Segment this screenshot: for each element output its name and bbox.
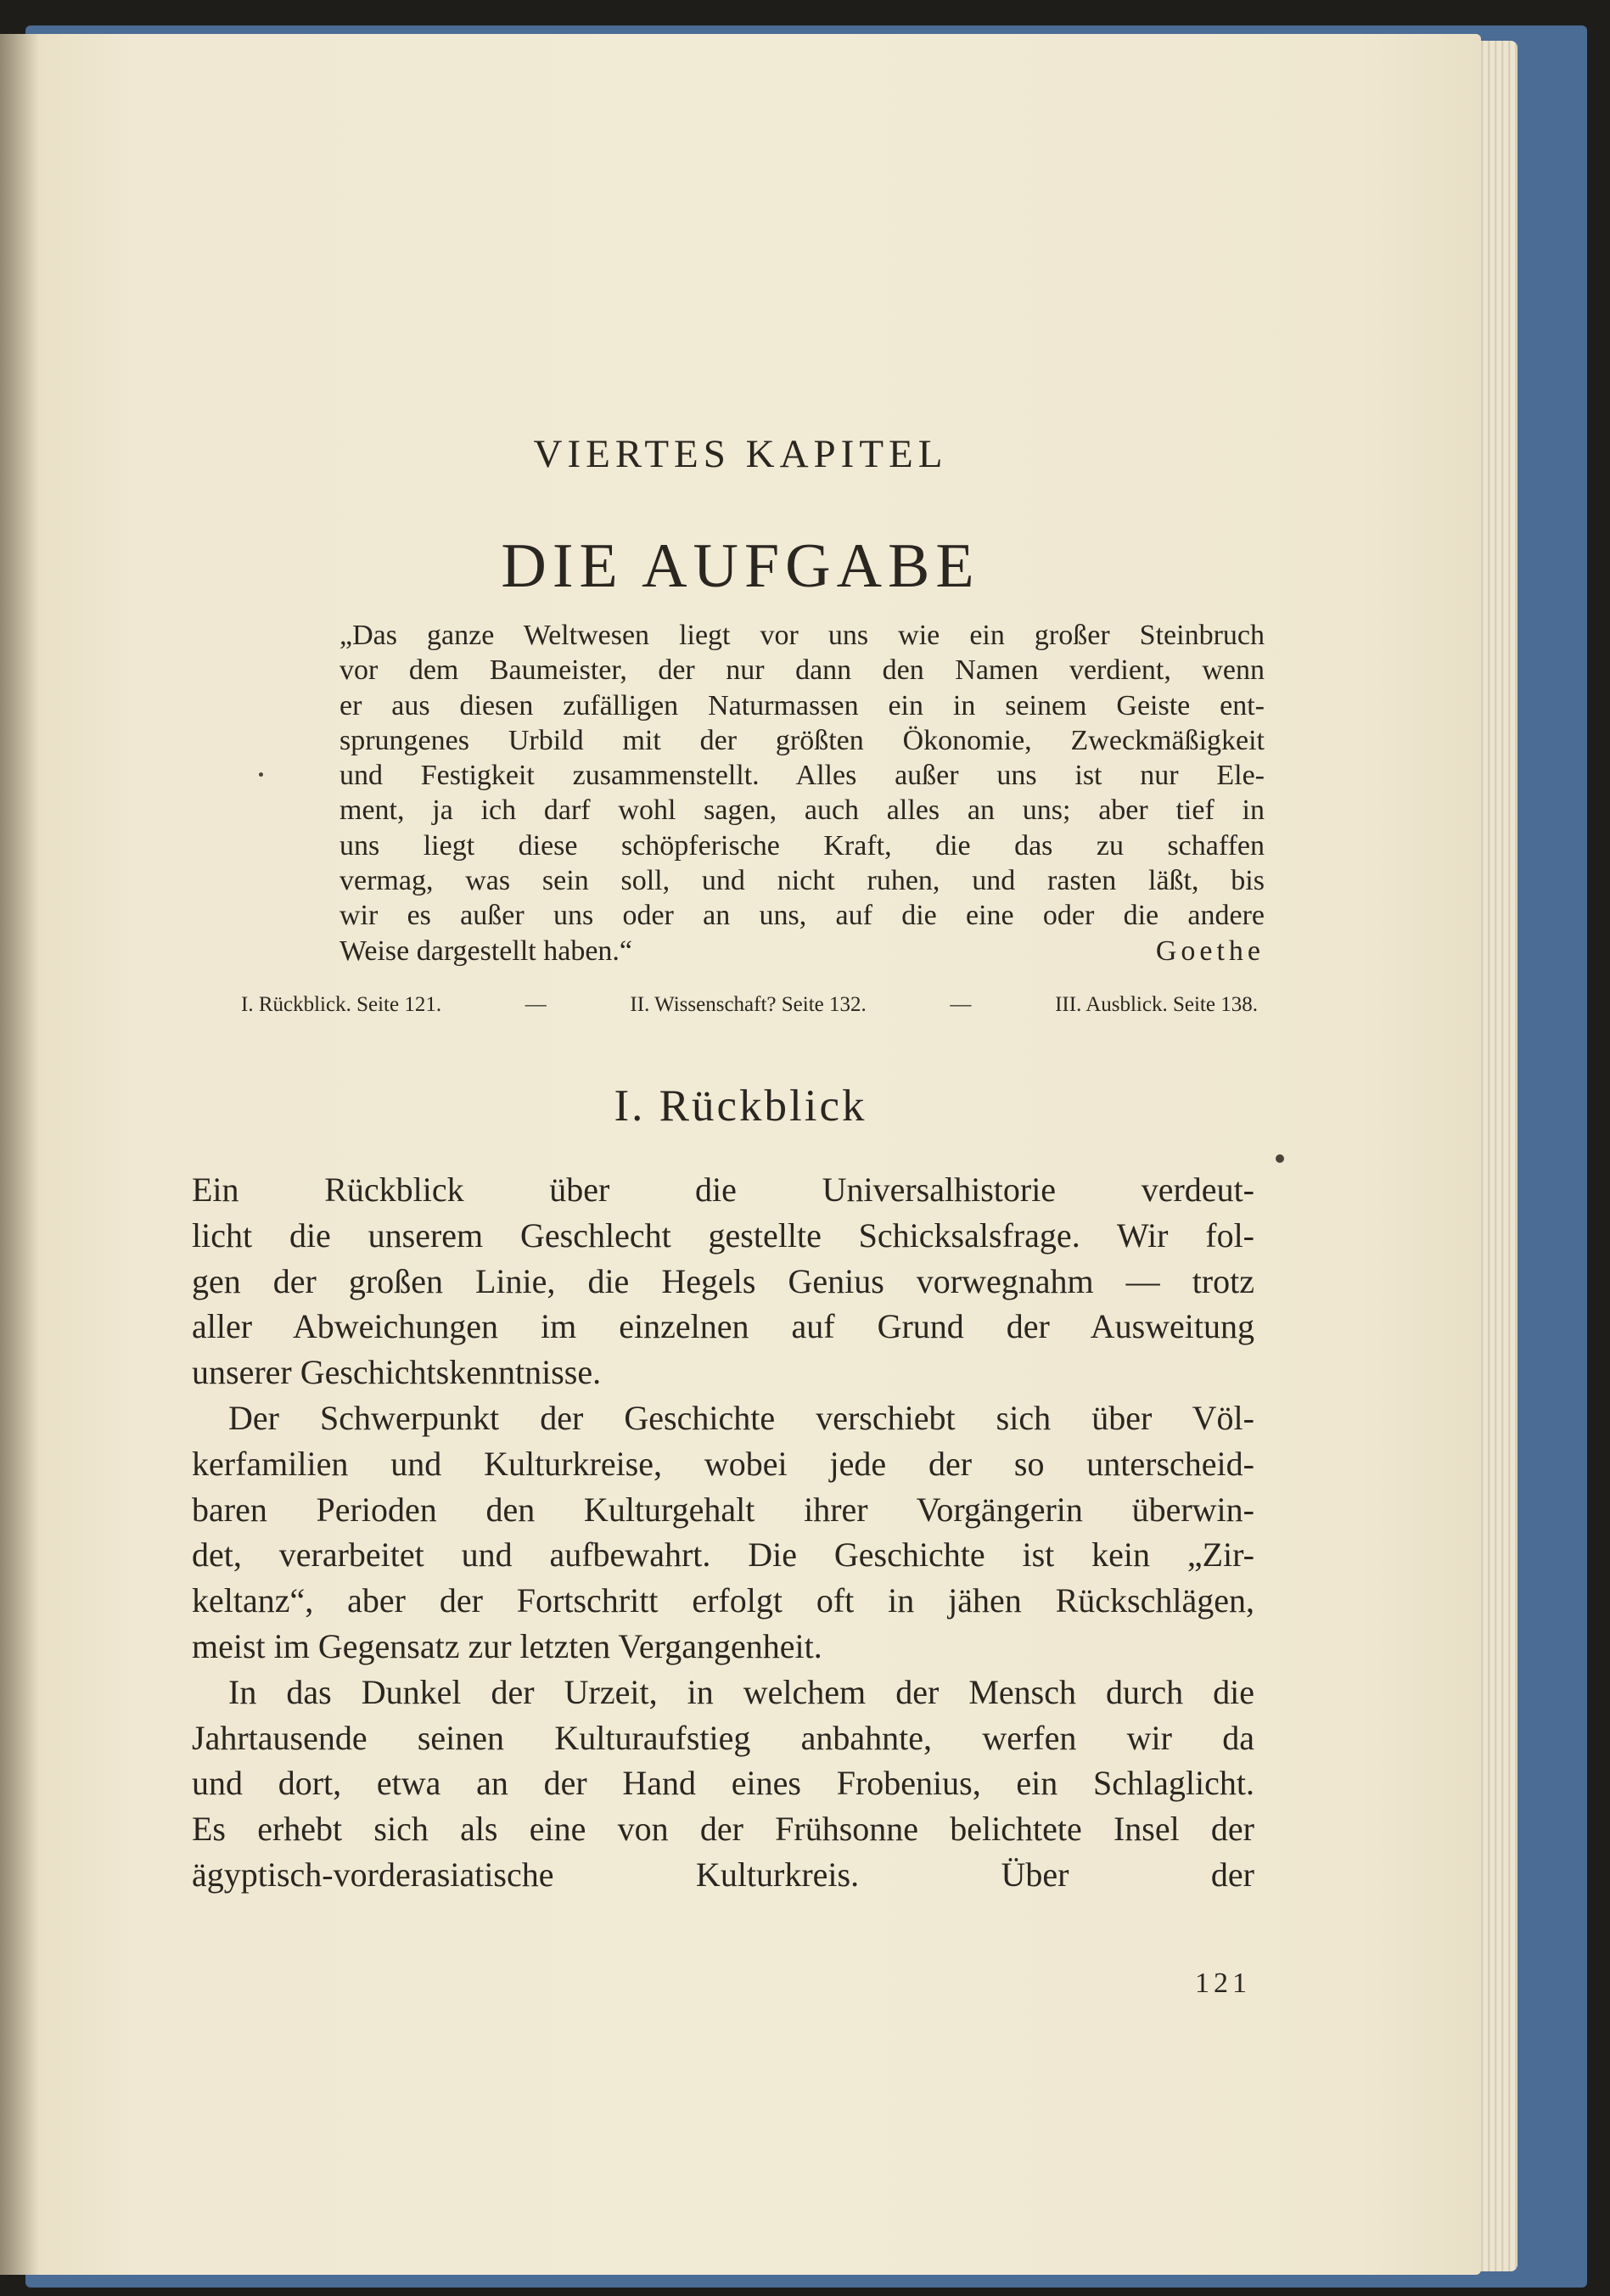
epigraph-last-line bbox=[339, 934, 1265, 968]
epigraph-line: vor dem Baumeister, der nur dann den Namen verdient, wenn bbox=[339, 654, 1265, 687]
body-line: kerfamilien und Kulturkreise, wobei jede der so unterscheid- bbox=[192, 1444, 1254, 1483]
section-title: I. Rückblick bbox=[614, 1081, 867, 1131]
body-line: keltanz“, aber der Fortschritt erfolgt oft in jähen Rückschlägen, bbox=[192, 1581, 1254, 1620]
chapter-label: VIERTES KAPITEL bbox=[533, 432, 948, 476]
epigraph-author: Goethe bbox=[1155, 935, 1265, 967]
body-text bbox=[192, 1167, 1254, 1898]
body-line: Es erhebt sich als eine von der Frühsonne belichtete Insel der bbox=[192, 1810, 1254, 1849]
ink-speck bbox=[259, 772, 263, 777]
epigraph-line: wir es außer uns oder an uns, auf die eine oder die andere bbox=[339, 900, 1265, 932]
chapter-title: DIE AUFGABE bbox=[501, 531, 980, 601]
body-line: det, verarbeitet und aufbewahrt. Die Geschichte ist kein „Zir- bbox=[192, 1535, 1254, 1575]
epigraph-line: sprungenes Urbild mit der größten Ökonomie, Zweckmäßigkeit bbox=[339, 724, 1265, 756]
epigraph-line: uns liegt diese schöpferische Kraft, die das zu schaffen bbox=[339, 829, 1265, 862]
body-line: aller Abweichungen im einzelnen auf Grund der Ausweitung bbox=[192, 1307, 1254, 1346]
epigraph-line: er aus diesen zufälligen Naturmassen ein in seinem Geiste ent- bbox=[339, 689, 1265, 721]
body-line: gen der großen Linie, die Hegels Genius vorwegnahm — trotz bbox=[192, 1261, 1254, 1300]
contents-entry: III. Ausblick. Seite 138. bbox=[1055, 993, 1258, 1016]
body-line: Der Schwerpunkt der Geschichte verschiebt sich über Völ- bbox=[228, 1398, 1254, 1437]
epigraph-line: ment, ja ich darf wohl sagen, auch alles an uns; aber tief in bbox=[339, 794, 1265, 827]
spine-shadow bbox=[0, 34, 39, 2275]
body-line: ägyptisch-vorderasiatische Kulturkreis. Über der bbox=[192, 1855, 1254, 1894]
epigraph-line: „Das ganze Weltwesen liegt vor uns wie ein großer Steinbruch bbox=[339, 620, 1265, 651]
body-line: und dort, etwa an der Hand eines Frobenius, ein Schlaglicht. bbox=[192, 1764, 1254, 1803]
epigraph-line: und Festigkeit zusammenstellt. Alles außer uns ist nur Ele- bbox=[339, 760, 1265, 792]
contents-separator: — bbox=[525, 993, 547, 1016]
epigraph bbox=[339, 618, 1265, 968]
epigraph-line: Weise dargestellt haben.“ bbox=[339, 935, 632, 967]
body-line: baren Perioden den Kulturgehalt ihrer Vorgängerin überwin- bbox=[192, 1490, 1254, 1529]
body-line: licht die unserem Geschlecht gestellte Schicksalsfrage. Wir fol- bbox=[192, 1215, 1254, 1255]
body-line: In das Dunkel der Urzeit, in welchem der Mensch durch die bbox=[228, 1672, 1254, 1711]
body-line: unserer Geschichtskenntnisse. bbox=[192, 1353, 602, 1392]
contents-entry: I. Rückblick. Seite 121. bbox=[241, 993, 442, 1016]
page-number: 121 bbox=[1195, 1968, 1251, 1999]
body-line: meist im Gegensatz zur letzten Vergangenheit. bbox=[192, 1626, 822, 1665]
chapter-contents bbox=[241, 993, 1258, 1017]
ink-speck bbox=[1276, 1154, 1284, 1163]
epigraph-line: vermag, was sein soll, und nicht ruhen, und rasten läßt, bis bbox=[339, 865, 1265, 897]
book-page bbox=[0, 34, 1481, 2275]
contents-entry: II. Wissenschaft? Seite 132. bbox=[630, 993, 867, 1016]
body-line: Jahrtausende seinen Kulturaufstieg anbahnte, werfen wir da bbox=[192, 1718, 1254, 1757]
contents-separator: — bbox=[950, 993, 972, 1016]
body-line: Ein Rückblick über die Universalhistorie verdeut- bbox=[192, 1170, 1254, 1209]
